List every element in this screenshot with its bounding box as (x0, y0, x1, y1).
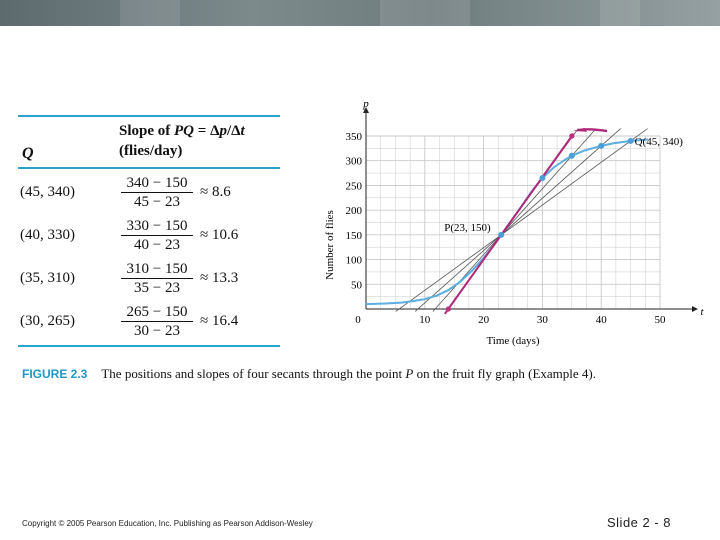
caption-text-after: on the fruit fly graph (Example 4). (413, 366, 596, 381)
header-slope-p: p (219, 123, 227, 139)
table-row (18, 216, 280, 256)
caption-text-before: The positions and slopes of four secants through the point (101, 366, 406, 381)
y-tick-label: 100 (345, 254, 362, 267)
row-q: (45, 340) (20, 184, 75, 200)
figure-label: FIGURE 2.3 (22, 367, 88, 381)
x-tick-label: 50 (654, 314, 666, 326)
table-row (18, 259, 280, 299)
approach-arrowhead-icon (573, 128, 587, 132)
copyright-notice: Copyright © 2005 Pearson Education, Inc. Publishing as Pearson Addison-Wesley (22, 519, 313, 528)
x-axis-letter: t (700, 306, 704, 318)
fruit-fly-chart (320, 95, 720, 355)
table-bottom-rule (18, 345, 280, 347)
fraction-denominator: 35 − 23 (134, 280, 180, 296)
row-fraction (119, 174, 195, 211)
row-slope-value: ≈ 10.6 (200, 227, 239, 243)
secant-point (598, 143, 604, 149)
table-row (18, 173, 280, 213)
header-texture (120, 0, 180, 26)
x-tick-label: 40 (595, 314, 607, 326)
table-header-rule (18, 167, 280, 169)
row-slope-value: ≈ 16.4 (200, 313, 239, 329)
y-tick-label: 200 (345, 205, 362, 218)
x-tick-label: 0 (355, 314, 361, 326)
fraction-denominator: 30 − 23 (134, 323, 180, 339)
caption-point-p: P (405, 366, 414, 381)
row-fraction (119, 303, 195, 340)
point-b (569, 133, 574, 138)
header-slope-slash: /Δ (226, 123, 241, 139)
x-tick-label: 10 (419, 314, 431, 326)
header-slope-units: (flies/day) (119, 143, 183, 159)
x-tick-label: 20 (478, 314, 490, 326)
row-q: (30, 265) (20, 313, 75, 329)
y-tick-label: 350 (345, 131, 362, 143)
data-curve (366, 140, 648, 305)
header-slope-pq: PQ (174, 123, 195, 139)
row-fraction (119, 217, 195, 254)
row-q: (40, 330) (20, 227, 75, 243)
y-axis-title: Number of flies (324, 210, 336, 280)
fruit-fly-curve (366, 140, 648, 305)
slide-number: Slide 2 - 8 (607, 515, 672, 530)
table-header-slope (119, 121, 245, 161)
y-tick-label: 300 (345, 155, 362, 168)
table-top-rule (18, 115, 280, 117)
x-axis-arrow-icon (692, 306, 698, 312)
table-row (18, 302, 280, 342)
fraction-numerator: 265 − 150 (126, 304, 188, 320)
y-tick-label: 50 (351, 279, 362, 292)
fraction-numerator: 330 − 150 (126, 218, 188, 234)
fraction-denominator: 45 − 23 (134, 194, 180, 210)
point-label-p: P(23, 150) (444, 221, 491, 234)
header-slope-eq: = Δ (194, 123, 220, 139)
secant-point (539, 175, 545, 181)
row-q: (35, 310) (20, 270, 75, 286)
fraction-numerator: 340 − 150 (126, 175, 188, 191)
point-label-q: Q(45, 340) (634, 135, 683, 148)
fraction-numerator: 310 − 150 (126, 261, 188, 277)
secant-point (569, 153, 575, 159)
x-tick-label: 30 (536, 314, 548, 326)
header-texture (600, 0, 640, 26)
row-slope-value: ≈ 13.3 (200, 270, 239, 286)
figure-caption (22, 366, 596, 382)
x-axis-title: Time (days) (486, 335, 540, 347)
slide-header-band (0, 0, 720, 26)
chart-grid (366, 136, 660, 309)
y-tick-label: 250 (345, 180, 362, 193)
header-slope-prefix: Slope of (119, 123, 175, 139)
table-header-q: Q (22, 145, 34, 162)
header-slope-t: t (240, 123, 245, 139)
secant-point (628, 138, 634, 144)
point-p (498, 232, 504, 238)
y-tick-label: 150 (345, 229, 362, 242)
row-slope-value: ≈ 8.6 (200, 184, 231, 200)
y-axis-letter: p (363, 98, 369, 110)
point-a (446, 306, 451, 311)
header-texture (380, 0, 470, 26)
row-fraction (119, 260, 195, 297)
fraction-denominator: 40 − 23 (134, 237, 180, 253)
